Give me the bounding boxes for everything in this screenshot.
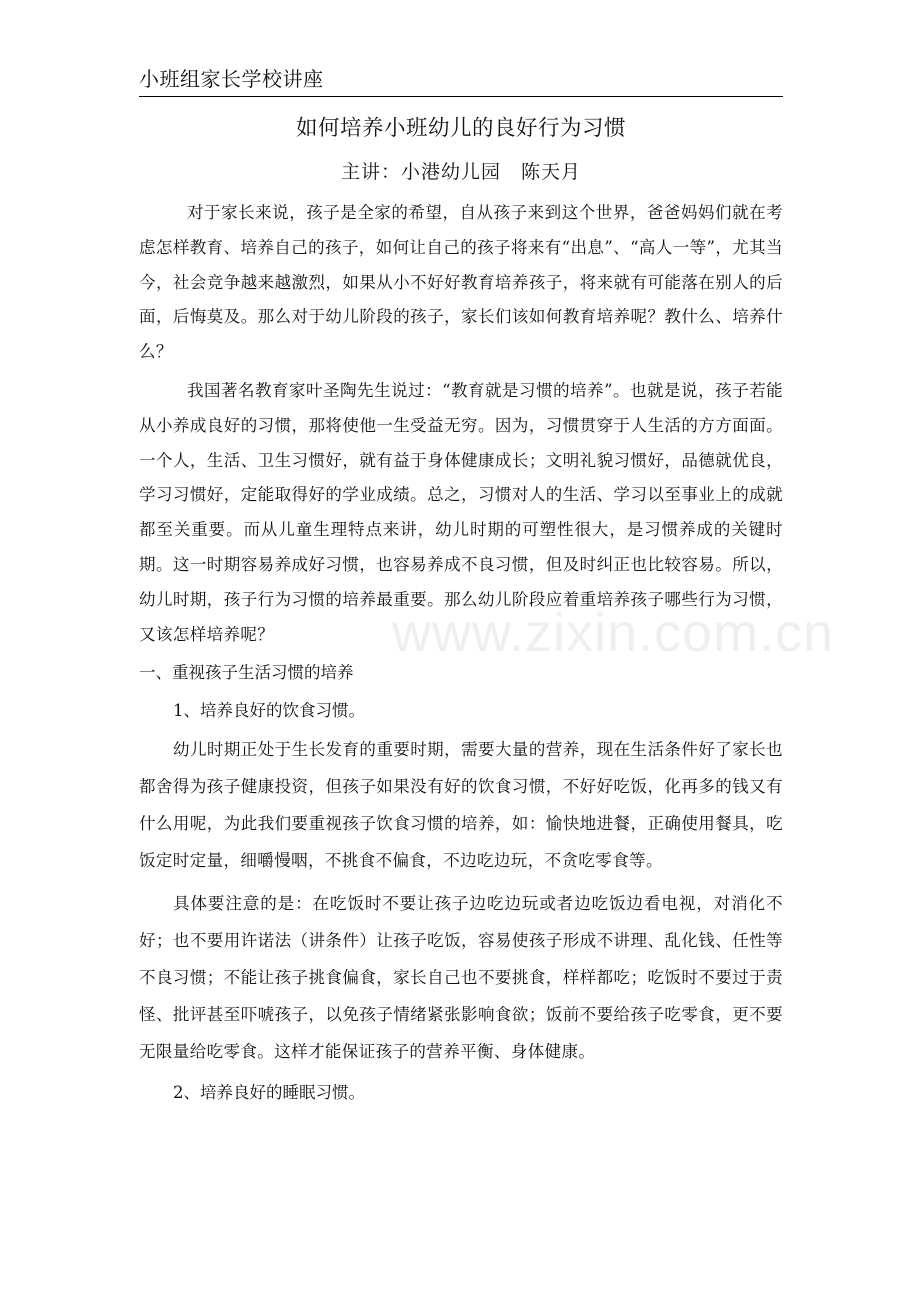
paragraph-intro: 对于家长来说，孩子是全家的希望，自从孩子来到这个世界，爸爸妈妈们就在考虑怎样教育、培养自己的孩子，如何让自己的孩子将来有“出息”、“高人一等”，尤其当今，社会竞争越来越激烈，如果从小不好好教育培养孩子，将来就有可能落在别人的后面，后悔莫及。那么对于幼儿阶段的孩子，家长们该如何教育培养呢？教什么、培养什么？ [139, 203, 783, 362]
subsection-heading-sleep: 2、培养良好的睡眠习惯。 [173, 1083, 365, 1103]
paragraph-diet: 幼儿时期正处于生长发育的重要时期，需要大量的营养，现在生活条件好了家长也都舍得为孩子健康投资，但孩子如果没有好的饮食习惯，不好好吃饭，化再多的钱又有什么用呢，为此我们要重视孩子饮食习惯的培养，如：愉快地进餐，正确使用餐具，吃饭定时定量，细嚼慢咽，不挑食不偏食，不边吃边玩，不贪吃零食等。 [139, 740, 783, 871]
watermark: www.zixin.com.cn [392, 603, 835, 663]
paragraph-habits: 我国著名教育家叶圣陶先生说过：“教育就是习惯的培养”。也就是说，孩子若能从小养成良好的习惯，那将使他一生受益无穷。因为，习惯贯穿于人生活的方方面面。一个人，生活、卫生习惯好，就有益于身体健康成长；文明礼貌习惯好，品德就优良，学习习惯好，定能取得好的学业成绩。总之，习惯对人的生活、学习以至事业上的成就都至关重要。而从儿童生理特点来讲，幼儿时期的可塑性很大，是习惯养成的关键时期。这一时期容易养成好习惯，也容易养成不良习惯，但及时纠正也比较容易。所以，幼儿时期，孩子行为习惯的培养最重要。那么幼儿阶段应着重培养孩子哪些行为习惯，又该怎样培养呢？ [139, 380, 783, 644]
header-title: 小班组家长学校讲座 [139, 67, 324, 91]
subsection-heading-diet: 1、培养良好的饮食习惯。 [173, 701, 365, 721]
section-heading-life-habits: 一、重视孩子生活习惯的培养 [139, 663, 354, 683]
document-title: 如何培养小班幼儿的良好行为习惯 [295, 116, 626, 141]
paragraph-diet-details: 具体要注意的是：在吃饭时不要让孩子边吃边玩或者边吃饭边看电视，对消化不好；也不要用许诺法（讲条件）让孩子吃饭，容易使孩子形成不讲理、乱化钱、任性等不良习惯；不能让孩子挑食偏食，家长自己也不要挑食，样样都吃；吃饭时不要过于责怪、批评甚至吓唬孩子，以免孩子情绪紧张影响食欲；饭前不要给孩子吃零食，更不要无限量给吃零食。这样才能保证孩子的营养平衡、身体健康。 [139, 894, 783, 1062]
document-body [139, 196, 783, 1110]
document-subtitle: 主讲：小港幼儿园 陈天月 [340, 161, 581, 183]
page-header [139, 64, 783, 97]
